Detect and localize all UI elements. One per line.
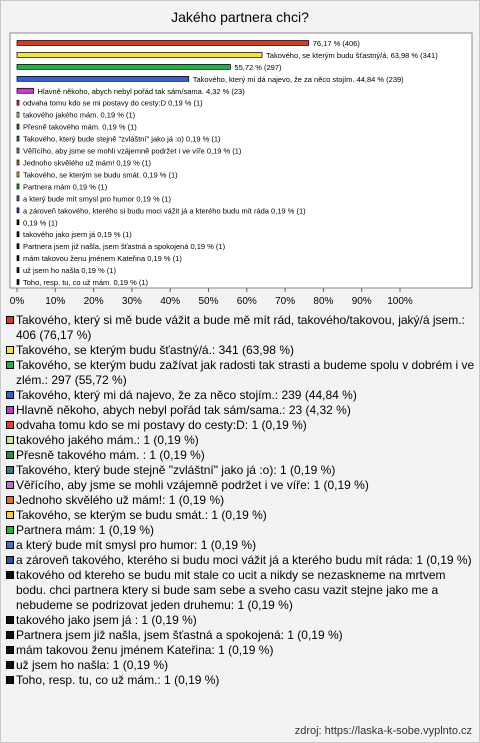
legend-item	[6, 523, 476, 538]
legend-item	[6, 613, 476, 628]
legend-label: Partnera mám: 1 (0,19 %)	[16, 523, 155, 537]
legend-swatch	[6, 436, 14, 444]
bar-label: Věřícího, aby jsme se mohli vzájemně podržet i ve víře 0,19 % (1)	[23, 146, 242, 156]
legend-item	[6, 643, 476, 658]
legend-item	[6, 463, 476, 478]
bar-label: Partnera jsem již našla, jsem šťastná a spokojená 0,19 % (1)	[23, 242, 226, 252]
legend-label: Takového, se kterým se budu smát.: 1 (0,19 %)	[16, 508, 267, 522]
bar	[17, 40, 309, 45]
legend-item	[6, 508, 476, 523]
chart-legend	[6, 313, 476, 688]
bar-label: už jsem ho našla 0,19 % (1)	[23, 266, 116, 276]
x-tick-label: 50%	[198, 296, 219, 307]
legend-swatch	[6, 391, 14, 399]
legend-label: Toho, resp. tu, co už mám.: 1 (0,19 %)	[16, 673, 220, 687]
legend-label: Hlavně někoho, abych nebyl pořád tak sám/sama.: 23 (4,32 %)	[16, 403, 351, 417]
legend-swatch	[6, 661, 14, 669]
bar	[17, 220, 19, 225]
x-tick-label: 0%	[9, 296, 25, 307]
bar	[17, 160, 19, 165]
legend-swatch	[6, 406, 14, 414]
bar-label: Partnera mám 0,19 % (1)	[23, 182, 108, 192]
bar-label: Takového, se kterým budu šťastný/á. 63,98 % (341)	[266, 50, 438, 60]
source-credit: zdroj: https://laska-k-sobe.vyplnto.cz	[294, 725, 472, 737]
legend-swatch	[6, 481, 14, 489]
legend-label: takového od ktereho se budu mit stale co ucit a nikdy se nezaskneme na mrtvem bodu. chci partnera ktery si bude sam sebe a sveho casu vazit stejne jako me a nebudeme se podrizovat jeden druhemu: 1 (0,19 %)	[16, 568, 446, 612]
bar	[17, 280, 19, 285]
x-tick-label: 60%	[236, 296, 257, 307]
legend-label: a který bude mít smysl pro humor: 1 (0,19 %)	[16, 538, 257, 552]
legend-item	[6, 553, 476, 568]
bar	[17, 172, 19, 177]
bar	[17, 124, 19, 129]
x-tick-label: 80%	[313, 296, 334, 307]
legend-swatch	[6, 526, 14, 534]
legend-item	[6, 358, 476, 388]
chart-title: Jakého partnera chci?	[171, 9, 309, 25]
bar	[17, 196, 19, 201]
legend-item	[6, 343, 476, 358]
bar	[17, 208, 19, 213]
bar	[17, 112, 19, 117]
legend-item	[6, 673, 476, 688]
legend-item	[6, 658, 476, 673]
legend-swatch	[6, 646, 14, 654]
legend-item	[6, 628, 476, 643]
bar	[17, 64, 230, 69]
legend-label: takového jakého mám.: 1 (0,19 %)	[16, 433, 199, 447]
bar-label: a zároveň takového, kterého si budu moci vážit já a kterého budu mít ráda 0,19 % (1)	[23, 206, 306, 216]
legend-label: Takového, se kterým budu šťastný/á.: 341 (63,98 %)	[16, 343, 294, 357]
legend-label: Takového, se kterým budu zažívat jak radosti tak strasti a budeme spolu v dobrém i ve zlém.: 297 (55,72 %)	[16, 358, 475, 387]
legend-item	[6, 418, 476, 433]
bar	[17, 76, 189, 81]
x-tick-label: 100%	[387, 296, 413, 307]
legend-swatch	[6, 451, 14, 459]
bar	[17, 88, 34, 93]
legend-label: Takového, který mi dá najevo, že za něco stojím.: 239 (44,84 %)	[16, 388, 357, 402]
bar-label: Hlavně někoho, abych nebyl pořád tak sám/sama. 4,32 % (23)	[37, 86, 245, 96]
bar-label: 55,72 % (297)	[234, 62, 282, 72]
legend-item	[6, 313, 476, 343]
x-tick-label: 30%	[121, 296, 142, 307]
bar	[17, 52, 262, 57]
legend-label: Věřícího, aby jsme se mohli vzájemně podržet i ve víře: 1 (0,19 %)	[16, 478, 369, 492]
bar	[17, 184, 19, 189]
bar-label: a který bude mít smysl pro humor 0,19 % (1)	[23, 194, 171, 204]
bar	[17, 268, 19, 273]
x-tick-label: 10%	[45, 296, 66, 307]
legend-label: takového jako jsem já : 1 (0,19 %)	[16, 613, 197, 627]
bar-label: Přesně takového mám. 0,19 % (1)	[23, 122, 137, 132]
legend-label: Takového, který bude stejně "zvláštní" jako já :o): 1 (0,19 %)	[16, 463, 336, 477]
legend-item	[6, 478, 476, 493]
bar-chart	[0, 0, 480, 310]
bar-label: mám takovou ženu jménem Kateřina 0,19 % (1)	[23, 254, 182, 264]
legend-swatch	[6, 316, 14, 324]
legend-label: Partnera jsem již našla, jsem šťastná a spokojená: 1 (0,19 %)	[16, 628, 343, 642]
legend-item	[6, 388, 476, 403]
legend-swatch	[6, 361, 14, 369]
bar-label: odvaha tomu kdo se mi postavy do cesty:D 0,19 % (1)	[23, 98, 203, 108]
legend-swatch	[6, 556, 14, 564]
legend-label: už jsem ho našla: 1 (0,19 %)	[16, 658, 169, 672]
legend-swatch	[6, 496, 14, 504]
legend-label: Jednoho skvělého už mám!: 1 (0,19 %)	[16, 493, 225, 507]
legend-swatch	[6, 346, 14, 354]
bar-label: Jednoho skvělého už mám! 0,19 % (1)	[23, 158, 151, 168]
legend-swatch	[6, 466, 14, 474]
legend-item	[6, 433, 476, 448]
legend-label: mám takovou ženu jménem Kateřina: 1 (0,19 %)	[16, 643, 274, 657]
legend-item	[6, 403, 476, 418]
x-tick-label: 20%	[83, 296, 104, 307]
bar-label: Takového, se kterým se budu smát. 0,19 % (1)	[23, 170, 178, 180]
legend-item	[6, 493, 476, 508]
bar-label: Takového, který bude stejně "zvláštní" jako já :o) 0,19 % (1)	[23, 134, 221, 144]
legend-label: a zároveň takového, kterého si budu moci vážit já a kterého budu mít ráda: 1 (0,19 %)	[16, 553, 472, 567]
legend-swatch	[6, 421, 14, 429]
legend-label: Přesně takového mám. : 1 (0,19 %)	[16, 448, 205, 462]
bar-label: 0,19 % (1)	[23, 218, 58, 228]
x-tick-label: 90%	[351, 296, 372, 307]
legend-swatch	[6, 616, 14, 624]
legend-swatch	[6, 541, 14, 549]
legend-item	[6, 538, 476, 553]
x-tick-label: 70%	[275, 296, 296, 307]
legend-item	[6, 568, 476, 613]
bar-label: Takového, který mi dá najevo, že za něco stojím. 44,84 % (239)	[192, 74, 404, 84]
legend-swatch	[6, 571, 14, 579]
bar	[17, 256, 19, 261]
bar	[17, 232, 19, 237]
bar	[17, 148, 19, 153]
legend-swatch	[6, 676, 14, 684]
legend-item	[6, 448, 476, 463]
bar-label: takového jako jsem já 0,19 % (1)	[23, 230, 132, 240]
legend-swatch	[6, 631, 14, 639]
bar-label: 76,17 % (406)	[312, 38, 360, 48]
x-tick-label: 40%	[160, 296, 181, 307]
legend-label: odvaha tomu kdo se mi postavy do cesty:D: 1 (0,19 %)	[16, 418, 307, 432]
bar-label: Toho, resp. tu, co už mám. 0,19 % (1)	[23, 278, 149, 288]
bar	[17, 100, 19, 105]
bar-label: takového jakého mám. 0,19 % (1)	[23, 110, 136, 120]
bar	[17, 136, 19, 141]
bar	[17, 244, 19, 249]
legend-label: Takového, který si mě bude vážit a bude mě mít rád, takového/takovou, jaký/á jsem.: 406 (76,17 %)	[16, 313, 465, 342]
legend-swatch	[6, 511, 14, 519]
